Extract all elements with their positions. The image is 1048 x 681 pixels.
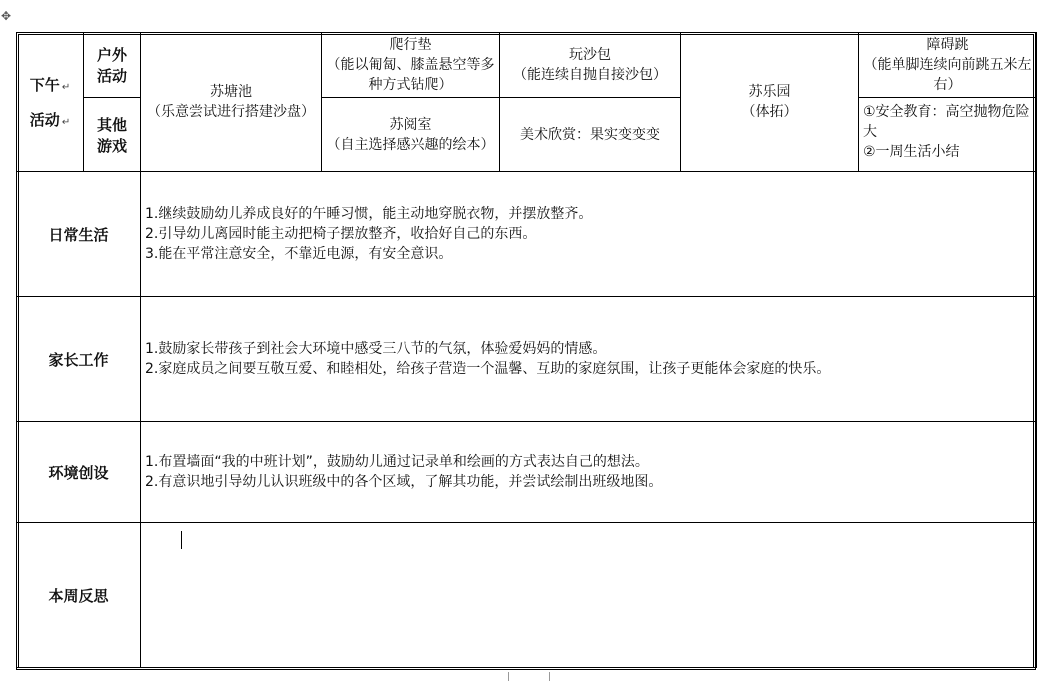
sule-desc: （体拓） [741,104,798,120]
art-title: 美术欣赏：果实变变变 [520,126,660,143]
daily-life-item: 3.能在平常注意安全，不靠近电源，有安全意识。 [145,246,453,262]
sandbag-desc: （能连续自抛自接沙包） [513,67,667,83]
environment-row [17,422,1037,523]
sule-cell [681,33,859,172]
reading-title: 苏阅室 [389,116,432,133]
table-move-handle-icon[interactable]: ✥ [1,9,12,23]
afternoon-label-line1: 下午 ↵ [29,76,71,94]
crawl-cell [322,33,500,98]
safety-line2: ②一周生活小结 [863,144,960,160]
other-label-cell [84,98,141,172]
sutang-desc: （乐意尝试进行搭建沙盘） [147,104,315,120]
daily-life-content-cell [141,172,1037,297]
weekly-plan-table [16,32,1037,668]
hurdle-desc: （能单脚连续向前跳五米左右） [863,57,1032,93]
reflection-label-cell [17,523,141,668]
afternoon-label-cell [17,33,84,172]
outdoor-label-line2: 活动 [96,67,127,85]
parent-work-label: 家长工作 [48,350,109,369]
parent-work-item: 1.鼓励家长带孩子到社会大环境中感受三八节的气氛，体验爱妈妈的情感。 [145,341,607,357]
afternoon-outdoor-row [17,33,1037,98]
parent-work-label-cell [17,297,141,422]
sutang-cell [141,33,322,172]
sandbag-title: 玩沙包 [569,47,611,63]
crawl-title: 爬行垫 [389,37,432,53]
reflection-label: 本周反思 [48,586,109,605]
art-cell [500,98,681,172]
hurdle-cell [859,33,1037,98]
crawl-desc: （能以匍匐、膝盖悬空等多种方式钻爬） [326,57,495,93]
environment-label: 环境创设 [48,463,109,482]
text-cursor [181,531,182,549]
environment-item: 2.有意识地引导幼儿认识班级中的各个区域，了解其功能，并尝试绘制出班级地图。 [145,474,663,490]
parent-work-item: 2.家庭成员之间要互敬互爱、和睦相处，给孩子营造一个温馨、互助的家庭氛围，让孩子更能体会家庭的快乐。 [145,361,831,377]
daily-life-label: 日常生活 [48,225,109,244]
other-label-line1: 其他 [96,115,127,134]
daily-life-item: 2.引导幼儿离园时能主动把椅子摆放整齐，收拾好自己的东西。 [145,226,537,242]
environment-label-cell [17,422,141,523]
environment-content-cell [141,422,1037,523]
reading-cell [322,98,500,172]
outdoor-label-line1: 户外 [96,46,127,64]
sandbag-cell [500,33,681,98]
daily-life-item: 1.继续鼓励幼儿养成良好的午睡习惯，能主动地穿脱衣物，并摆放整齐。 [145,206,593,222]
page-bottom-stub [508,672,550,681]
reflection-row [17,523,1037,668]
safety-cell [859,98,1037,172]
parent-work-row [17,297,1037,422]
outdoor-label-cell [84,33,141,98]
parent-work-content-cell [141,297,1037,422]
reflection-content-cell[interactable] [141,523,1037,668]
other-label-line2: 游戏 [96,136,127,155]
daily-life-row [17,172,1037,297]
hurdle-title: 障碍跳 [926,37,969,53]
sutang-title: 苏塘池 [210,84,252,100]
afternoon-label-line2: 活动 ↵ [29,111,71,129]
daily-life-label-cell [17,172,141,297]
environment-item: 1.布置墙面“我的中班计划”，鼓励幼儿通过记录单和绘画的方式表达自己的想法。 [145,454,649,470]
reading-desc: （自主选择感兴趣的绘本） [326,136,495,153]
safety-line1: ①安全教育：高空抛物危险大 [863,104,1030,140]
sule-title: 苏乐园 [748,84,791,100]
